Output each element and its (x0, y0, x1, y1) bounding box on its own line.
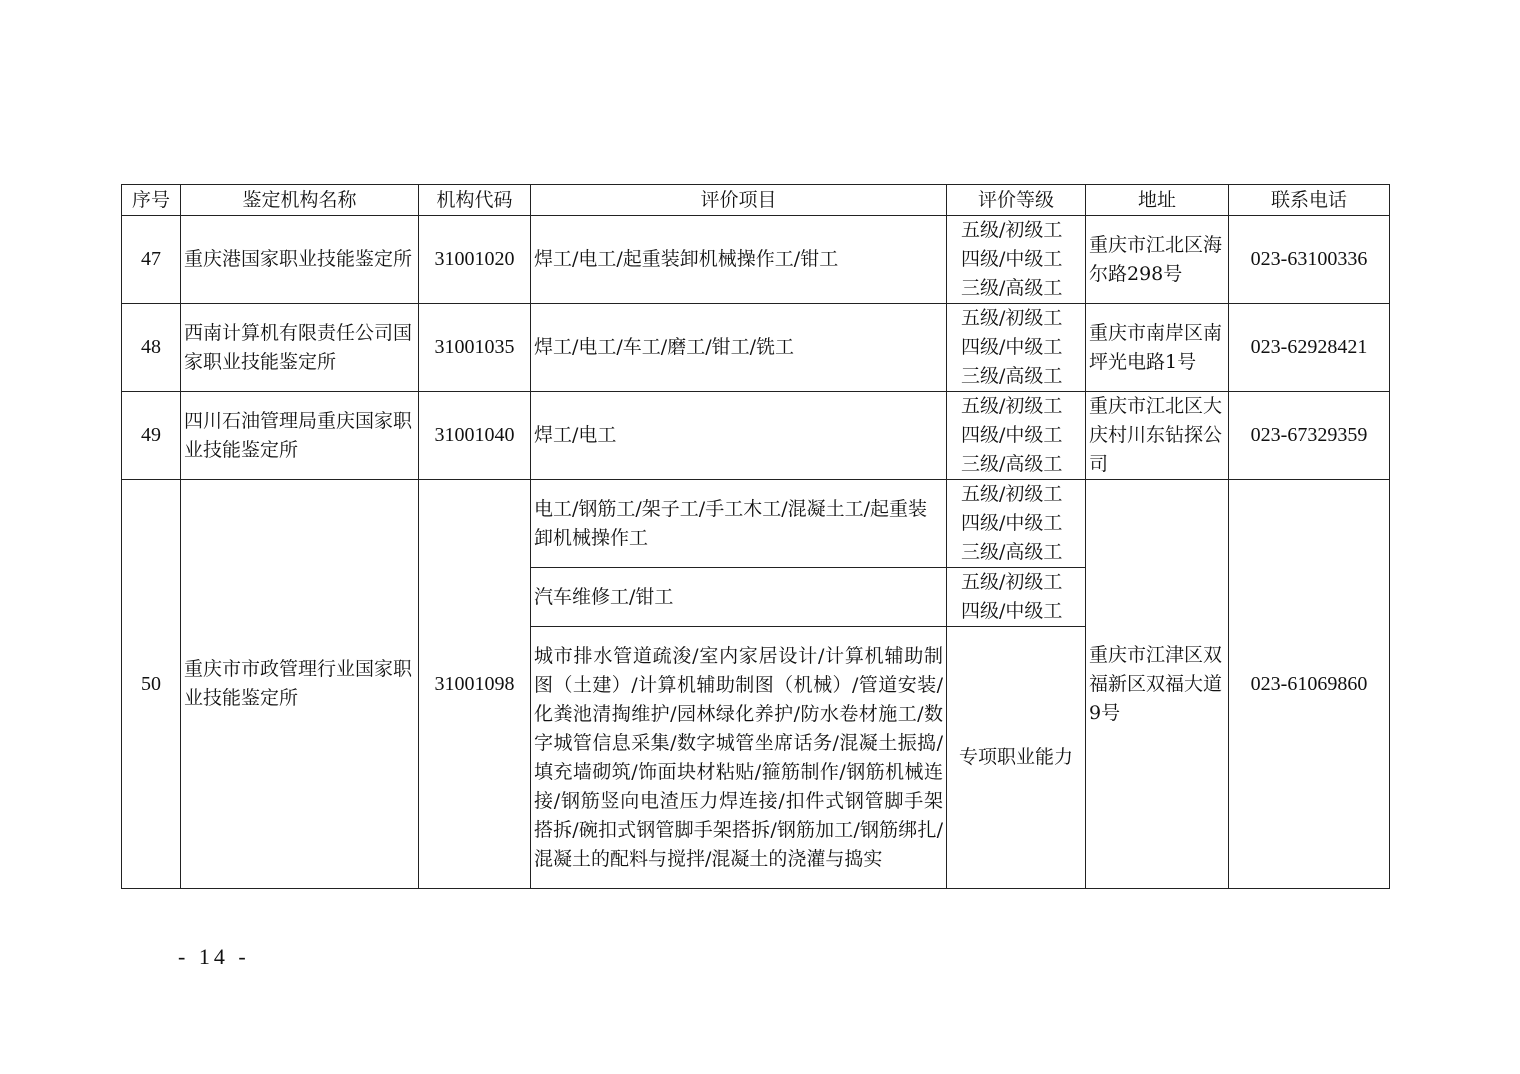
row-level-special: 专项职业能力 (947, 627, 1086, 889)
appraisal-institution-table (121, 184, 1390, 889)
row-name: 重庆市市政管理行业国家职业技能鉴定所 (181, 480, 419, 889)
header-code: 机构代码 (419, 185, 531, 216)
row-address: 重庆市南岸区南坪光电路1号 (1086, 304, 1229, 392)
header-no: 序号 (122, 185, 181, 216)
level-line: 五级/初级工 (961, 395, 1063, 417)
row-item: 电工/钢筋工/架子工/手工木工/混凝土工/起重装卸机械操作工 (531, 480, 947, 568)
row-levels (947, 480, 1086, 568)
level-line: 四级/中级工 (961, 600, 1063, 622)
table-row (122, 216, 1390, 304)
row-address: 重庆市江北区海尔路298号 (1086, 216, 1229, 304)
table-row (122, 480, 1390, 568)
level-line: 三级/高级工 (961, 277, 1063, 299)
level-line: 三级/高级工 (961, 541, 1063, 563)
row-phone: 023-62928421 (1229, 304, 1390, 392)
row-item: 焊工/电工 (531, 392, 947, 480)
level-line: 五级/初级工 (961, 219, 1063, 241)
row-item: 焊工/电工/起重装卸机械操作工/钳工 (531, 216, 947, 304)
level-line: 四级/中级工 (961, 512, 1063, 534)
page-number: - 14 - (178, 944, 250, 969)
header-level: 评价等级 (947, 185, 1086, 216)
table-row (122, 392, 1390, 480)
header-address: 地址 (1086, 185, 1229, 216)
row-item: 焊工/电工/车工/磨工/钳工/铣工 (531, 304, 947, 392)
row-phone: 023-61069860 (1229, 480, 1390, 889)
row-code: 31001098 (419, 480, 531, 889)
header-phone: 联系电话 (1229, 185, 1390, 216)
row-code: 31001035 (419, 304, 531, 392)
level-line: 五级/初级工 (961, 571, 1063, 593)
row-no: 49 (122, 392, 181, 480)
row-levels (947, 568, 1086, 627)
row-no: 47 (122, 216, 181, 304)
row-address: 重庆市江津区双福新区双福大道9号 (1086, 480, 1229, 889)
header-name: 鉴定机构名称 (181, 185, 419, 216)
level-line: 五级/初级工 (961, 307, 1063, 329)
row-name: 重庆港国家职业技能鉴定所 (181, 216, 419, 304)
row-code: 31001040 (419, 392, 531, 480)
level-line: 四级/中级工 (961, 336, 1063, 358)
row-code: 31001020 (419, 216, 531, 304)
level-line: 三级/高级工 (961, 453, 1063, 475)
row-no: 48 (122, 304, 181, 392)
level-line: 四级/中级工 (961, 248, 1063, 270)
row-no: 50 (122, 480, 181, 889)
row-name: 四川石油管理局重庆国家职业技能鉴定所 (181, 392, 419, 480)
row-address: 重庆市江北区大庆村川东钻探公司 (1086, 392, 1229, 480)
table-row (122, 304, 1390, 392)
level-line: 五级/初级工 (961, 483, 1063, 505)
row-item: 城市排水管道疏浚/室内家居设计/计算机辅助制图（土建）/计算机辅助制图（机械）/管道安装/化粪池清掏维护/园林绿化养护/防水卷材施工/数字城管信息采集/数字城管坐席话务/混凝土振捣/填充墙砌筑/饰面块材粘贴/箍筋制作/钢筋机械连接/钢筋竖向电渣压力焊连接/扣件式钢管脚手架搭拆/碗扣式钢管脚手架搭拆/钢筋加工/钢筋绑扎/混凝土的配料与搅拌/混凝土的浇灌与捣实 (531, 627, 947, 889)
row-levels (947, 216, 1086, 304)
row-name: 西南计算机有限责任公司国家职业技能鉴定所 (181, 304, 419, 392)
row-levels (947, 304, 1086, 392)
level-line: 四级/中级工 (961, 424, 1063, 446)
row-item: 汽车维修工/钳工 (531, 568, 947, 627)
table-header-row (122, 185, 1390, 216)
level-line: 三级/高级工 (961, 365, 1063, 387)
row-phone: 023-63100336 (1229, 216, 1390, 304)
row-phone: 023-67329359 (1229, 392, 1390, 480)
header-item: 评价项目 (531, 185, 947, 216)
row-levels (947, 392, 1086, 480)
